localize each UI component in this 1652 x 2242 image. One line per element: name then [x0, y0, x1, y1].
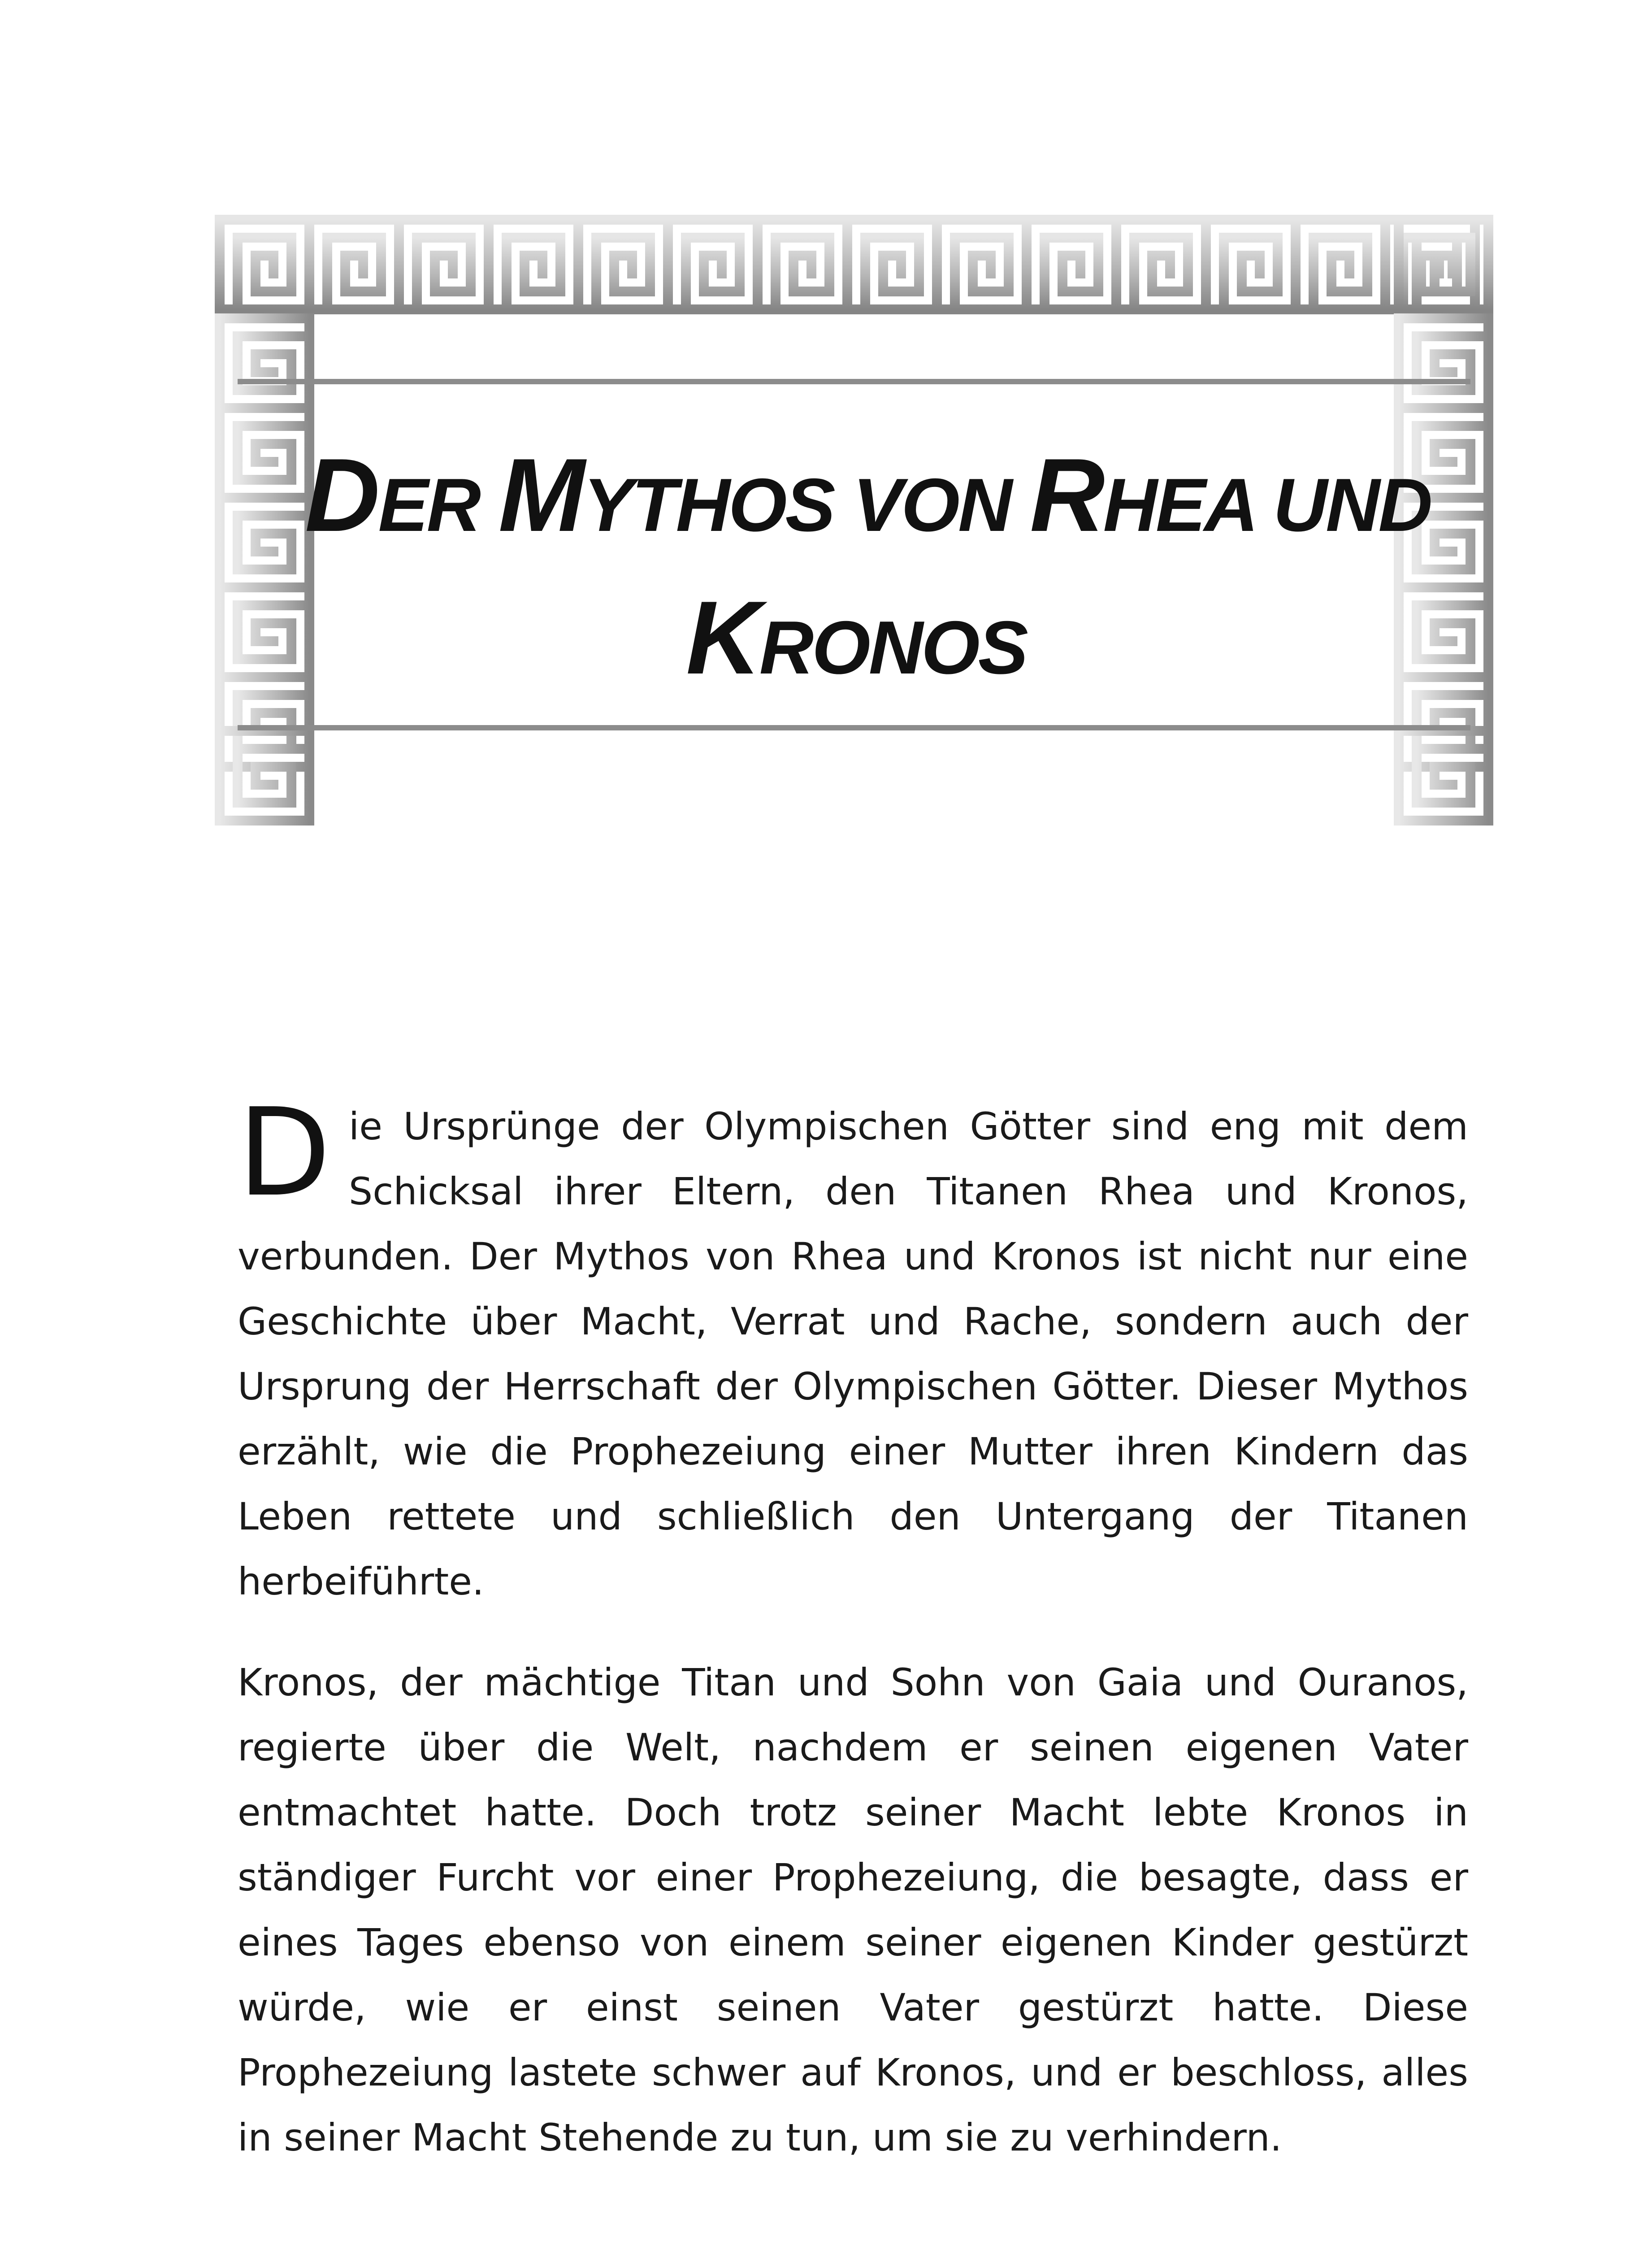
title-line-1: [305, 437, 1431, 582]
drop-cap: D: [238, 1082, 331, 1223]
paragraph-1: [238, 1082, 1468, 1614]
title-segment: D: [305, 437, 378, 553]
title-segment: YTHOS VON: [583, 463, 1030, 547]
title-segment: RONOS: [759, 605, 1027, 690]
page-title: [305, 437, 1431, 725]
title-segment: ER: [378, 463, 499, 547]
title-segment: HEA UND: [1103, 463, 1431, 547]
paragraph-1-text: ie Ursprünge der Olympischen Götter sind eng mit dem Schicksal ihrer Eltern, den Titanen Rhea und Kronos, verbunden. Der Mythos von Rhea und Kronos ist nicht nur eine Geschichte über Macht, Verrat und Rache, sondern auch der Ursprung der Herrschaft der Olympischen Götter. Dieser Mythos erzählt, wie die Prophezeiung einer Mutter ihren Kindern das Leben rettete und schließlich den Untergang der Titanen herbeiführte.: [238, 1104, 1468, 1603]
paragraph-2: Kronos, der mächtige Titan und Sohn von Gaia und Ouranos, regierte über die Welt, nachdem er seinen eigenen Vater entmachtet hatte. Doch trotz seiner Macht lebte Kronos in ständiger Furcht vor einer Prophezeiung, die besagte, dass er eines Tages ebenso von einem seiner eigenen Kinder gestürzt würde, wie er einst seinen Vater gestürzt hatte. Diese Prophezeiung lastete schwer auf Kronos, und er beschloss, alles in seiner Macht Stehende zu tun, um sie zu verhindern.: [238, 1660, 1468, 2159]
body-text: [238, 1082, 1468, 2206]
title-segment: K: [686, 580, 759, 696]
title-segment: M: [498, 437, 583, 553]
title-line-2: [305, 582, 1408, 725]
title-segment: R: [1030, 437, 1103, 553]
